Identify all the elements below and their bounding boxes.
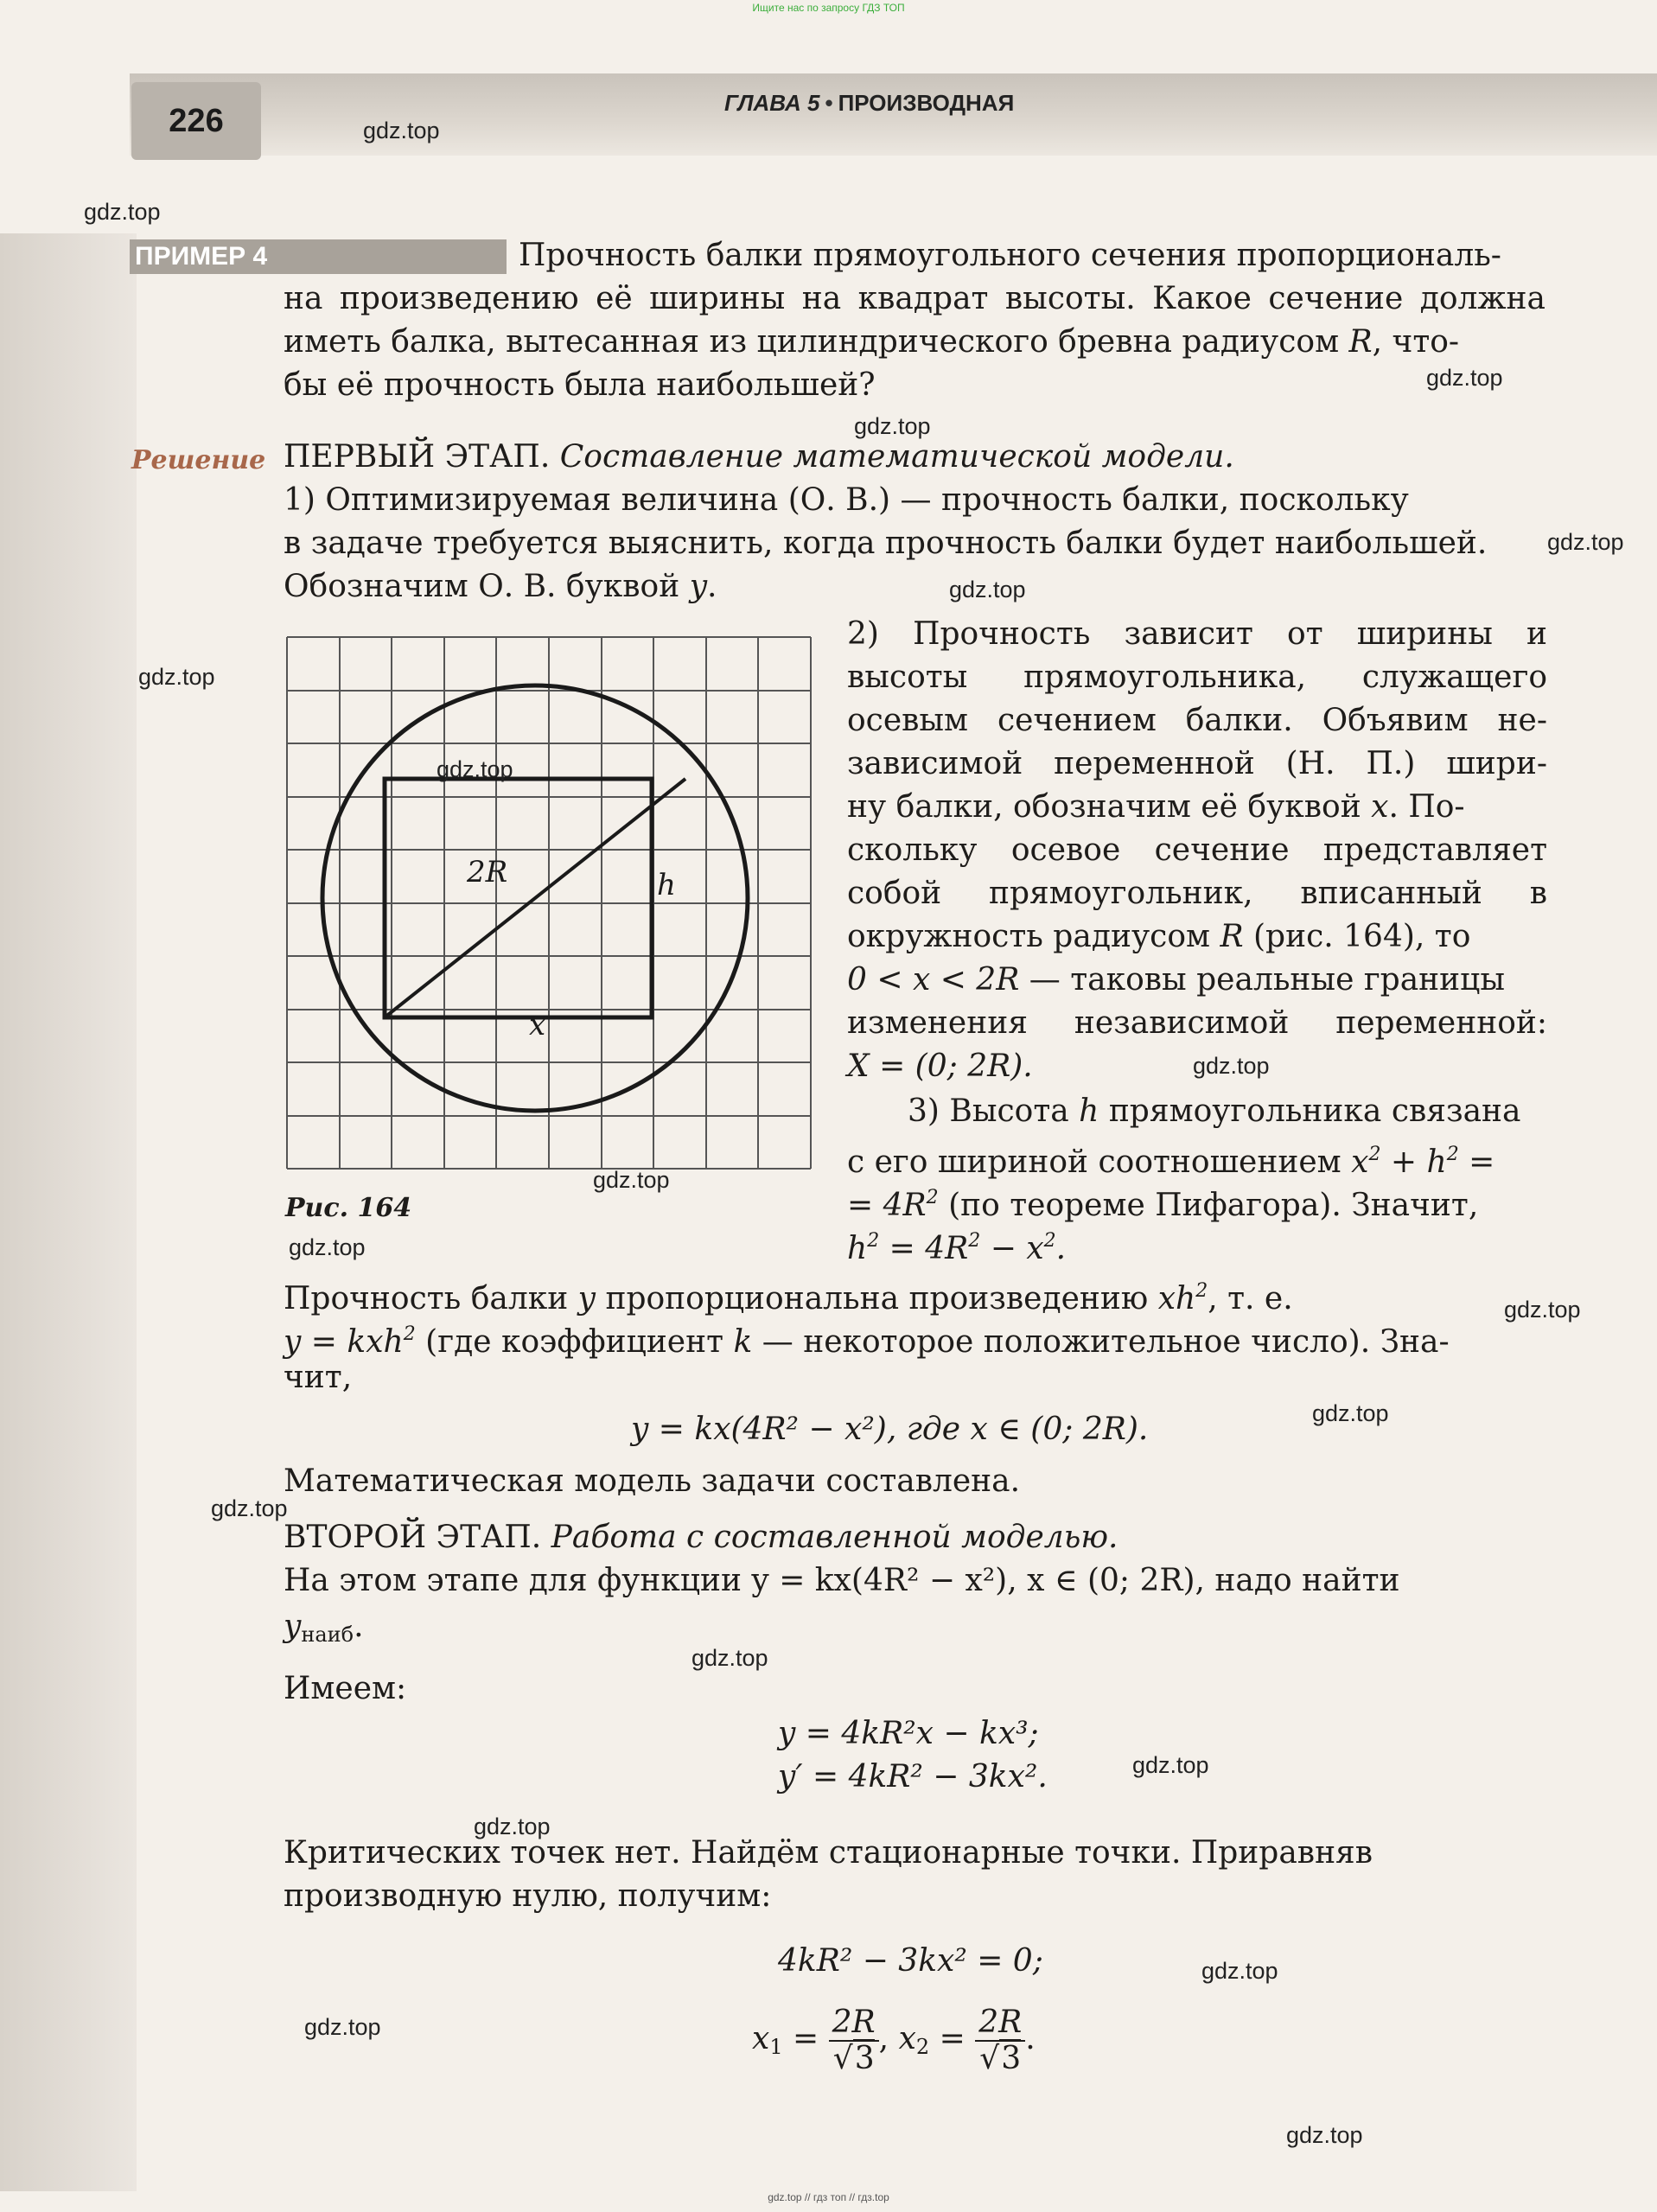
- watermark: gdz.top: [593, 1167, 670, 1193]
- fraction-1: [829, 2005, 879, 2076]
- p2-line-5-text: ну балки, обозначим её буквой: [847, 789, 1361, 825]
- bullet-icon: •: [825, 90, 833, 116]
- diagonal-2R: [385, 779, 685, 1017]
- p4-line-1: Прочность балки y пропорциональна произведению $xh^2$, т. е.: [284, 1280, 1293, 1316]
- x2-var: x: [898, 2021, 916, 2056]
- p2-line-9: [847, 959, 1505, 1001]
- example-line-2: на произведению её ширины на квадрат высоты. Какое сечение должна: [284, 281, 1545, 316]
- p2-line-1: [847, 614, 1547, 655]
- p4-line-1-end: т. е.: [1227, 1281, 1293, 1316]
- p2-line-2-text: высоты прямоугольника, служащего: [847, 660, 1547, 695]
- h-squared-rhs: = 4R: [889, 1231, 969, 1266]
- page-number: 226: [131, 82, 261, 160]
- h-squared: $h^2 = 4R^2 - x^2$.: [847, 1230, 1067, 1266]
- watermark: gdz.top: [949, 577, 1026, 602]
- chapter-heading: [724, 90, 1014, 117]
- p2-line-5-end: . По-: [1388, 789, 1465, 825]
- label-x: x: [529, 1008, 546, 1042]
- p3-line-4: [847, 1221, 1066, 1270]
- fraction-2: [975, 2005, 1025, 2076]
- var-R-2: R: [1220, 919, 1244, 954]
- watermark: gdz.top: [1286, 2122, 1363, 2148]
- x1-var: x: [752, 2021, 770, 2056]
- p4-line-1-mid: пропорциональна произведению: [605, 1281, 1149, 1316]
- var-y: y: [689, 569, 708, 604]
- p2-line-4: [847, 743, 1547, 785]
- var-h: h: [1079, 1093, 1099, 1129]
- example-line-3: [284, 322, 1459, 363]
- stage1-subtitle: Составление математической модели.: [559, 439, 1234, 475]
- p2-line-4-text: зависимой переменной (Н. П.) шири-: [847, 746, 1547, 781]
- p2-line-9-text: — таковы реальные границы: [1029, 962, 1505, 998]
- domain-X: X = (0; 2R).: [847, 1049, 1033, 1084]
- eq-3: [778, 1941, 1043, 1982]
- range-inequality: 0 < x < 2R: [847, 962, 1020, 998]
- p4-line-2-end: — некоторое положительное число). Зна-: [762, 1324, 1450, 1360]
- watermark: gdz.top: [138, 664, 215, 690]
- p2-line-7-text: собой прямоугольник, вписанный в: [847, 876, 1547, 911]
- figure-caption: Рис. 164: [285, 1193, 412, 1223]
- example-label: ПРИМЕР 4: [130, 239, 507, 274]
- watermark: gdz.top: [474, 1814, 551, 1839]
- watermark: gdz.top: [691, 1645, 768, 1671]
- stage2-heading: [284, 1517, 1118, 1559]
- label-2R: 2R: [467, 855, 508, 889]
- p1-line-3-text: Обозначим О. В. буквой: [284, 569, 680, 604]
- xh2: $xh^2$: [1157, 1280, 1208, 1316]
- pythagoras-rhs: = $4R^2$: [847, 1187, 939, 1223]
- chapter-number: ГЛАВА 5: [724, 90, 820, 116]
- top-note: Ищите нас по запросу ГДЗ ТОП: [752, 2, 905, 14]
- stage2-title: ВТОРОЙ ЭТАП.: [284, 1520, 542, 1555]
- p1-line-1: 1) Оптимизируемая величина (О. В.) — прочность балки, поскольку: [284, 482, 1409, 518]
- watermark: gdz.top: [1504, 1297, 1581, 1323]
- p4-line-2: [284, 1314, 1450, 1363]
- figure-164: [285, 635, 813, 1171]
- crit-line-1: Критических точек нет. Найдём стационарные точки. Приравняв: [284, 1835, 1373, 1871]
- stage2-text-content: На этом этапе для функции y = kx(4R² − x²), x ∈ (0; 2R), надо найти: [284, 1563, 1400, 1598]
- p4-line-1-text: Прочность балки: [284, 1281, 569, 1316]
- crit-line-2: производную нулю, получим:: [284, 1878, 772, 1914]
- fraction-2-den-value: 3: [1001, 2041, 1022, 2076]
- solution-label: Решение: [131, 445, 266, 475]
- eq-3-text: 4kR² − 3kx² = 0;: [778, 1943, 1043, 1979]
- p3-line-3: [847, 1177, 1478, 1227]
- watermark: gdz.top: [1193, 1053, 1270, 1079]
- fraction-1-den: √3: [832, 2041, 875, 2076]
- roots: $x_1$ = $\frac{2R}{√3}$ , $x_2$ = $\frac{2R}{√3}$ .: [752, 2005, 1036, 2076]
- watermark: gdz.top: [211, 1495, 288, 1521]
- p2-line-5: [847, 787, 1465, 828]
- example-line-1: Прочность балки прямоугольного сечения пропорциональ-: [519, 238, 1501, 273]
- have-label: Имеем:: [284, 1671, 407, 1706]
- watermark: gdz.top: [437, 756, 513, 782]
- pythagoras-rhs-text: = 4R: [847, 1188, 927, 1223]
- p2-line-8-end: (рис. 164), то: [1253, 919, 1471, 954]
- eq-1-text: y = 4kR²x − kx³;: [778, 1716, 1039, 1751]
- beam-rectangle: [385, 779, 652, 1017]
- p2-line-6-text: скольку осевое сечение представляет: [847, 832, 1547, 868]
- var-R: R: [1348, 324, 1373, 360]
- watermark: gdz.top: [854, 413, 931, 439]
- p2-line-6: [847, 830, 1547, 871]
- model-formula-text: y = kx(4R² − x²), где x ∈ (0; 2R).: [631, 1412, 1149, 1447]
- model-formula: [631, 1409, 1148, 1450]
- watermark: gdz.top: [363, 118, 440, 143]
- p4-line-3: чит,: [284, 1360, 353, 1395]
- p3-line-3-text: (по теореме Пифагора). Значит,: [948, 1188, 1479, 1223]
- var-y-2: y: [577, 1281, 596, 1316]
- p2-line-8: [847, 916, 1470, 958]
- margin-bar: [0, 233, 137, 2191]
- fraction-1-num: 2R: [829, 2005, 879, 2042]
- example-line-3-end: , что-: [1372, 324, 1460, 360]
- x2-sub: 2: [915, 2035, 930, 2059]
- watermark: gdz.top: [1201, 1958, 1278, 1984]
- p3-line-1: [908, 1091, 1521, 1132]
- fraction-1-den-value: 3: [854, 2041, 875, 2076]
- p3-line-2: [847, 1134, 1494, 1183]
- stage1-heading: [284, 437, 1234, 478]
- stage2-subtitle: Работа с составленной моделью.: [551, 1520, 1118, 1555]
- eq-2-text: y′ = 4kR² − 3kx².: [778, 1759, 1048, 1794]
- p2-line-8-text: окружность радиусом: [847, 919, 1210, 954]
- p2-line-11: [847, 1046, 1033, 1087]
- eq-1: [778, 1713, 1039, 1755]
- p1-line-3: Обозначим О. В. буквой y.: [284, 569, 717, 604]
- chapter-title: ПРОИЗВОДНАЯ: [838, 90, 1015, 116]
- p3-line-1-end: прямоугольника связана: [1108, 1093, 1521, 1129]
- y-max-sub: наиб: [301, 1622, 354, 1647]
- y-max: $y_{наиб}$.: [284, 1609, 364, 1647]
- watermark: gdz.top: [84, 199, 161, 225]
- y-max-var: y: [284, 1609, 302, 1644]
- p3-line-2-text: с его шириной соотношением: [847, 1144, 1342, 1180]
- eq-2: [778, 1756, 1048, 1798]
- var-k: k: [733, 1324, 753, 1360]
- stage1-title: ПЕРВЫЙ ЭТАП.: [284, 439, 551, 475]
- var-x: x: [1371, 789, 1389, 825]
- watermark: gdz.top: [1312, 1400, 1389, 1426]
- p4-line-2-text: (где коэффициент: [425, 1324, 724, 1360]
- p2-line-2: [847, 657, 1547, 698]
- bottom-note: gdz.top // гдз топ // гдз.top: [768, 2191, 889, 2203]
- stage2-text: [284, 1560, 1400, 1602]
- y-kxh2: y = kxh$^2$: [284, 1323, 416, 1360]
- grid: [287, 637, 811, 1169]
- p3-line-1-text: 3) Высота: [908, 1093, 1069, 1129]
- model-done: Математическая модель задачи составлена.: [284, 1463, 1021, 1499]
- p1-line-2: в задаче требуется выяснить, когда прочность балки будет наибольшей.: [284, 526, 1488, 561]
- watermark: gdz.top: [1547, 529, 1624, 555]
- p2-line-3: [847, 700, 1547, 742]
- p2-line-3-text: осевым сечением балки. Объявим не-: [847, 703, 1547, 738]
- watermark: gdz.top: [1426, 365, 1503, 391]
- example-line-4: бы её прочность была наибольшей?: [284, 367, 876, 403]
- pythagoras-lhs: $x^2 + h^2$ =: [1351, 1144, 1495, 1180]
- fraction-2-den: √3: [979, 2041, 1022, 2076]
- watermark: gdz.top: [304, 2014, 381, 2040]
- p2-line-7: [847, 873, 1547, 915]
- x1-sub: 1: [769, 2035, 783, 2059]
- example-line-3-text: иметь балка, вытесанная из цилиндрического бревна радиусом: [284, 324, 1340, 360]
- p2-line-10: [847, 1003, 1547, 1044]
- watermark: gdz.top: [1132, 1752, 1209, 1778]
- p2-line-1-text: 2) Прочность зависит от ширины и: [847, 616, 1547, 652]
- label-h: h: [657, 868, 676, 902]
- watermark: gdz.top: [289, 1234, 366, 1260]
- fraction-2-num: 2R: [975, 2005, 1025, 2042]
- p2-line-10-text: изменения независимой переменной:: [847, 1005, 1547, 1041]
